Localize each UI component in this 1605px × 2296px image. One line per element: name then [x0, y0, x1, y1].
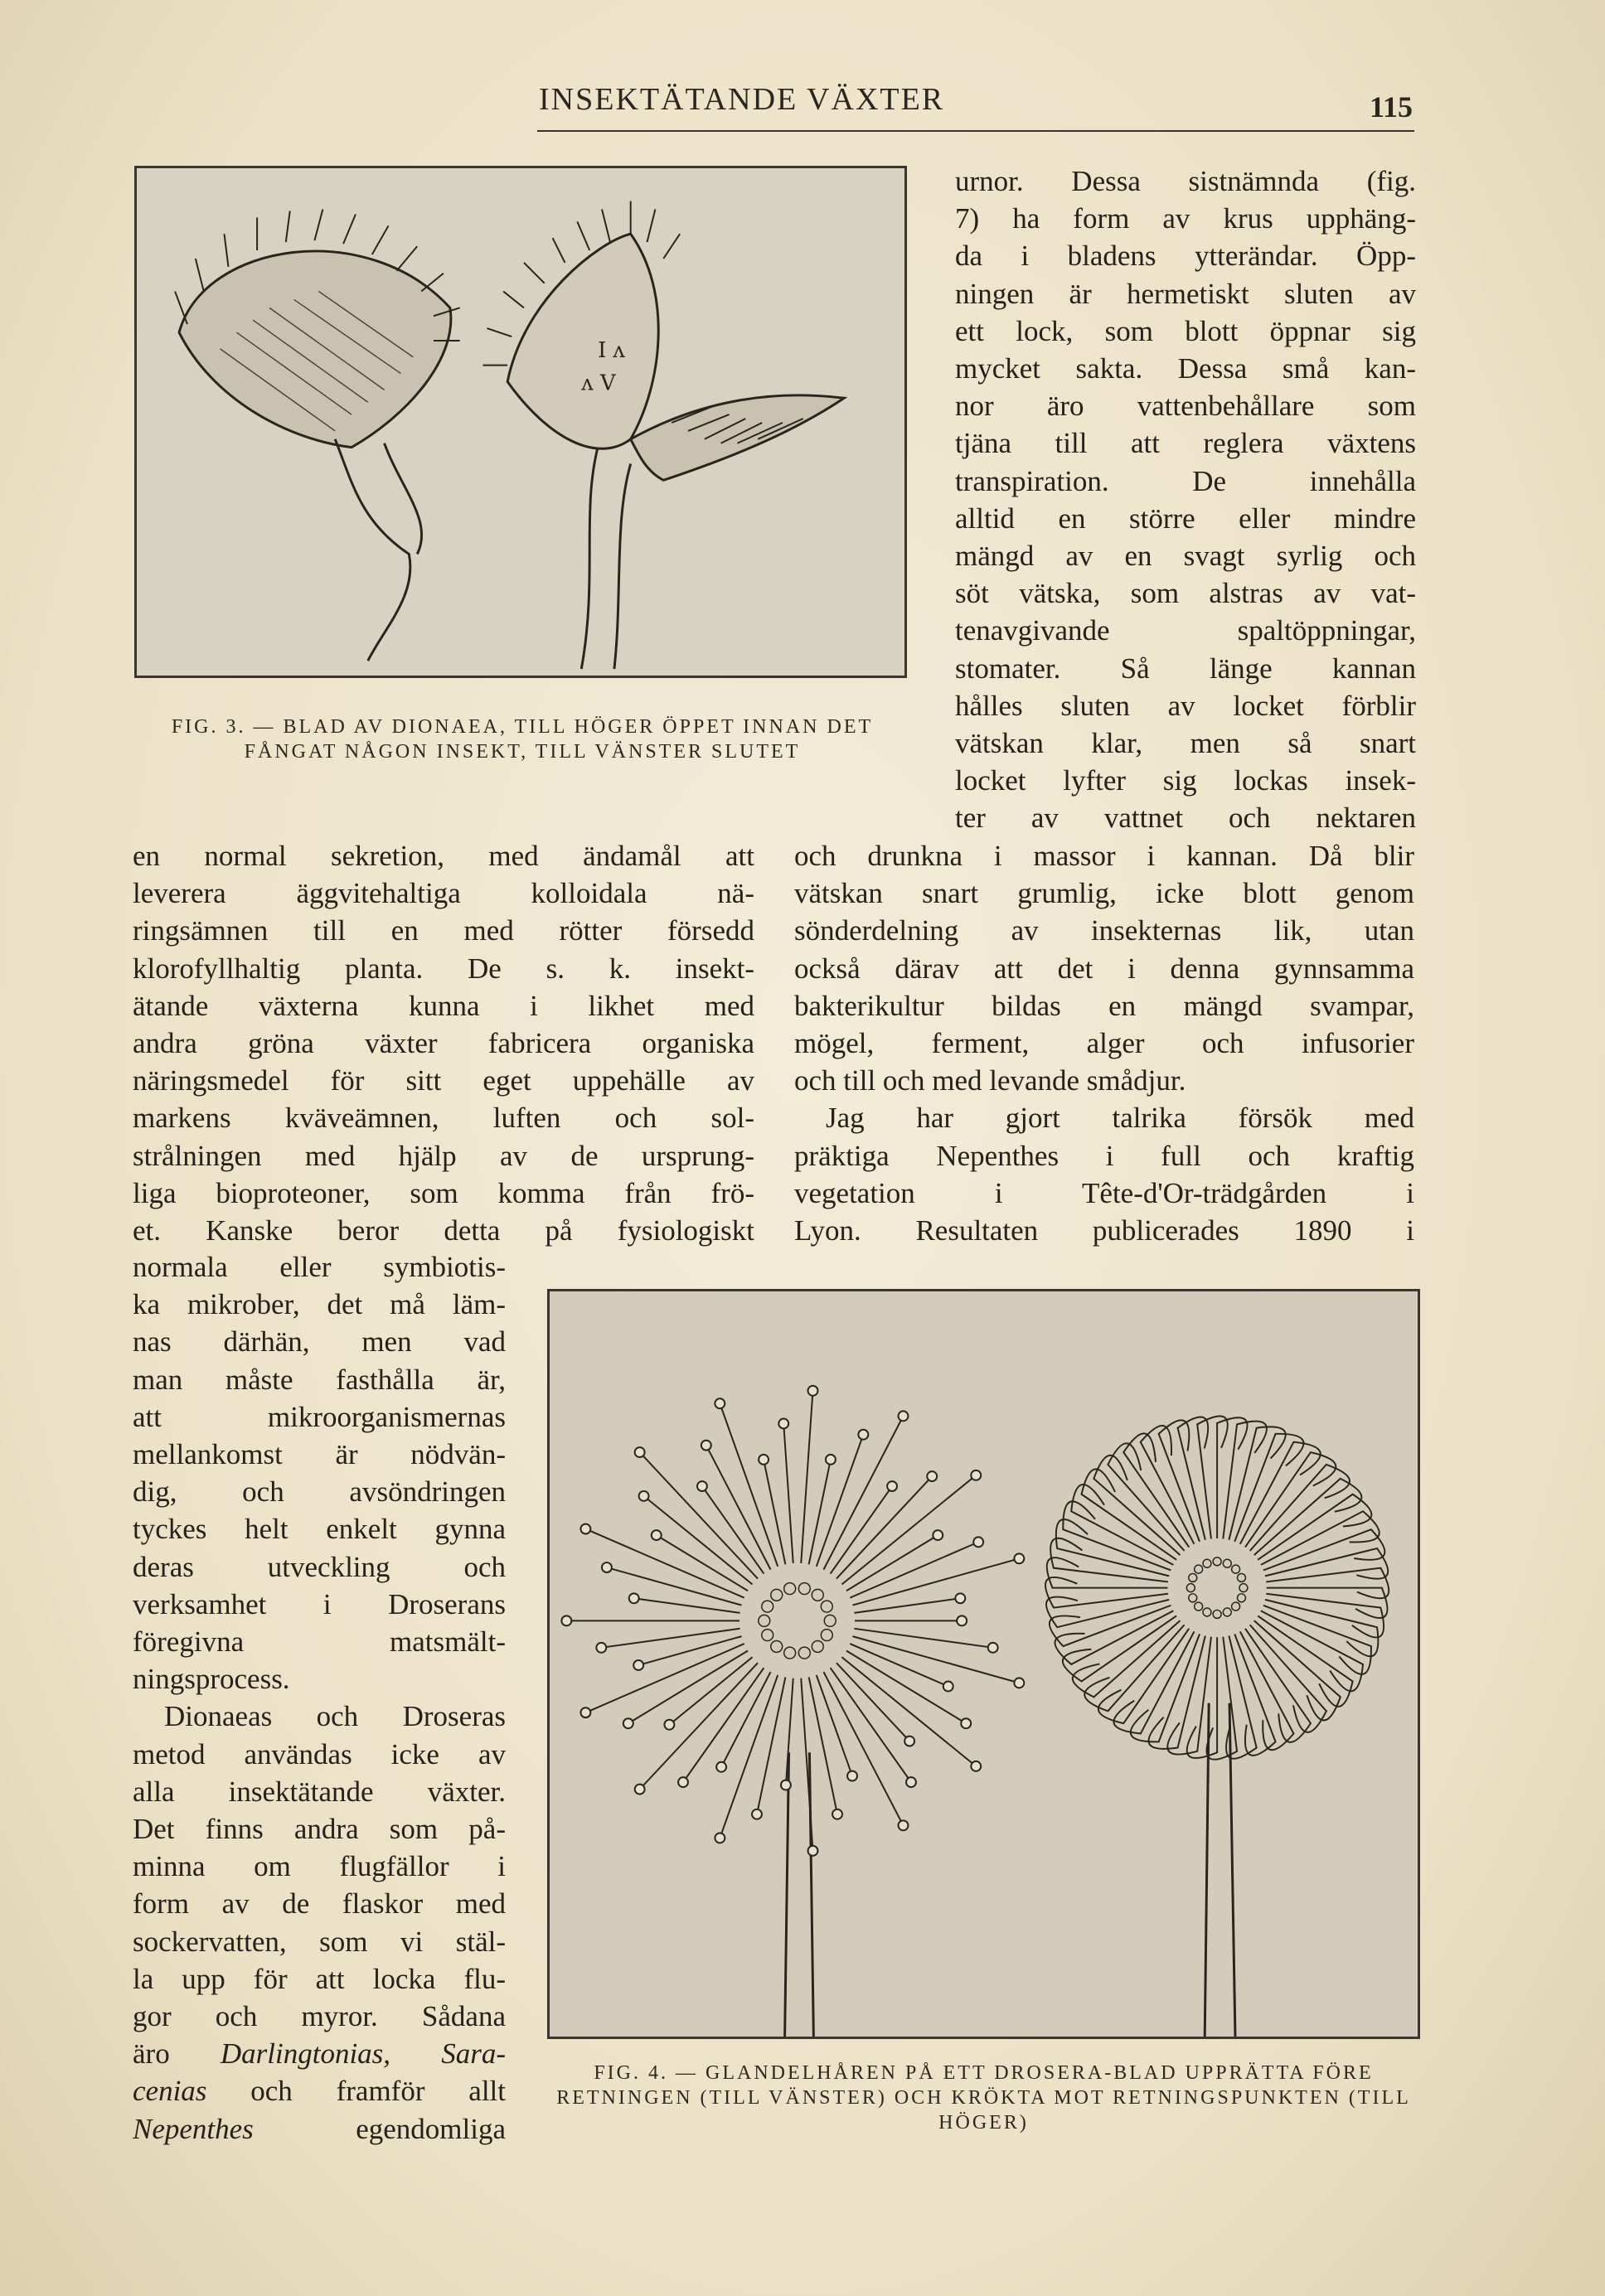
text-line: Lyon. Resultaten publicerades 1890 i — [794, 1214, 1414, 1247]
text-line: dig, och avsöndringen — [133, 1475, 506, 1509]
text-line: alltid en större eller mindre — [955, 501, 1416, 535]
text-line: ter av vattnet och nektaren — [955, 802, 1416, 835]
text-line: verksamhet i Droserans — [133, 1587, 506, 1620]
text-line: mellankomst är nödvän- — [133, 1438, 506, 1471]
text-line: ningsprocess. — [133, 1663, 290, 1696]
text-line: mängd av en svagt syrlig och — [955, 540, 1416, 573]
text-line: gor och myror. Sådana — [133, 2000, 506, 2033]
text-line: nas därhän, men vad — [133, 1325, 506, 1359]
text-line: transpiration. De innehålla — [955, 464, 1416, 497]
text-line: näringsmedel för sitt eget uppehälle av — [133, 1064, 754, 1097]
text-line: präktiga Nepenthes i full och kraftig — [794, 1139, 1414, 1172]
running-header: INSEKTÄTANDE VÄXTER — [539, 82, 945, 117]
text-fragment: och framför allt — [250, 2075, 507, 2108]
text-line: alla insektätande växter. — [133, 1775, 506, 1808]
italic-term: Nepenthes — [133, 2112, 254, 2145]
drosera-leaf-illustration — [550, 1291, 1418, 2037]
text-line: ningen är hermetiskt sluten av — [955, 277, 1416, 310]
text-line: klorofyllhaltig planta. De s. k. insekt- — [133, 952, 754, 985]
text-line: sönderdelning av insekternas lik, utan — [794, 914, 1414, 947]
text-line: tyckes helt enkelt gynna — [133, 1513, 506, 1546]
page-number: 115 — [1370, 90, 1413, 124]
figure-3-venus-flytrap — [134, 166, 907, 678]
text-line: la upp för att locka flu- — [133, 1962, 506, 1995]
text-line: tjäna till att reglera växtens — [955, 427, 1416, 460]
text-line: 7) ha form av krus upphäng- — [955, 202, 1416, 235]
text-line: ringsämnen till en med rötter försedd — [133, 914, 754, 947]
text-line: också därav att det i denna gynnsamma — [794, 952, 1414, 985]
venus-flytrap-illustration — [137, 168, 904, 676]
text-line: vätskan klar, men så snart — [955, 727, 1416, 760]
text-line: och till och med levande smådjur. — [794, 1064, 1186, 1097]
text-line: föregivna matsmält- — [133, 1625, 506, 1659]
text-line: hålles sluten av locket förblir — [955, 689, 1416, 722]
text-line: tenavgivande spaltöppningar, — [955, 614, 1416, 647]
figure-3-caption: FIG. 3. — BLAD AV DIONAEA, TILL HÖGER ÖPPET INNAN DET FÅNGAT NÅGON INSEKT, TILL VÄNSTER SLUTET — [171, 716, 874, 763]
text-line: ett lock, som blott öppnar sig — [955, 314, 1416, 347]
text-line: mögel, ferment, alger och infusorier — [794, 1027, 1414, 1060]
text-line: ätande växterna kunna i likhet med — [133, 989, 754, 1022]
text-line: markens kväveämnen, luften och sol- — [133, 1102, 754, 1135]
text-line: Dionaeas och Droseras — [164, 1700, 506, 1733]
text-line: ka mikrober, det må läm- — [133, 1288, 506, 1321]
text-line: urnor. Dessa sistnämnda (fig. — [955, 165, 1416, 197]
text-line: man måste fasthålla är, — [133, 1363, 506, 1396]
text-line: form av de flaskor med — [133, 1887, 506, 1921]
svg-text:ʌ V: ʌ V — [581, 371, 616, 396]
italic-term: cenias — [133, 2075, 207, 2108]
text-line: metod användas icke av — [133, 1737, 506, 1770]
header-rule — [537, 130, 1414, 132]
text-line: locket lyfter sig lockas insek- — [955, 764, 1416, 797]
text-line: vegetation i Tête-d'Or-trädgården i — [794, 1176, 1414, 1209]
right-column-text — [955, 162, 1416, 837]
italic-term: Darlingtonias, Sara- — [220, 2037, 506, 2071]
text-line: och drunkna i massor i kannan. Då blir — [794, 840, 1414, 872]
text-fragment: äro — [133, 2037, 170, 2071]
text-line: strålningen med hjälp av de ursprung- — [133, 1139, 754, 1172]
text-line: bakterikultur bildas en mängd svampar, — [794, 989, 1414, 1022]
text-line: mycket sakta. Dessa små kan- — [955, 352, 1416, 385]
text-line: deras utveckling och — [133, 1550, 506, 1583]
text-line: en normal sekretion, med ändamål att — [133, 840, 754, 872]
figure-4-caption: FIG. 4. — GLANDELHÅREN PÅ ETT DROSERA-BLAD UPPRÄTTA FÖRE RETNINGEN (TILL VÄNSTER) OCH KRÖKTA MOT RETNINGSPUNKTEN (TILL HÖGER) — [556, 2062, 1411, 2134]
text-line: att mikroorganismernas — [133, 1400, 506, 1433]
text-fragment: egendomliga — [356, 2112, 506, 2145]
text-line: Jag har gjort talrika försök med — [826, 1102, 1414, 1135]
middle-left-text — [133, 837, 754, 1249]
text-line: stomater. Så länge kannan — [955, 652, 1416, 685]
text-line: minna om flugfällor i — [133, 1850, 506, 1883]
text-line: da i bladens ytterändar. Öpp- — [955, 240, 1416, 273]
text-line: sockervatten, som vi stäl- — [133, 1925, 506, 1958]
svg-text:I ʌ: I ʌ — [598, 337, 625, 363]
text-line: et. Kanske beror detta på fysiologiskt — [133, 1214, 754, 1247]
left-column-text — [133, 1248, 506, 2148]
figure-4-drosera — [547, 1289, 1420, 2039]
text-line: normala eller symbiotis- — [133, 1251, 506, 1283]
middle-right-text — [794, 837, 1414, 1249]
text-line: Det finns andra som på- — [133, 1813, 506, 1846]
text-line-mixed — [133, 2072, 506, 2110]
text-line: vätskan snart grumlig, icke blott genom — [794, 877, 1414, 910]
text-line-mixed — [133, 2110, 506, 2148]
text-line: söt vätska, som alstras av vat- — [955, 577, 1416, 610]
text-line: leverera äggvitehaltiga kolloidala nä- — [133, 877, 754, 910]
text-line: liga bioproteoner, som komma från frö- — [133, 1176, 754, 1209]
text-line: andra gröna växter fabricera organiska — [133, 1027, 754, 1060]
text-line-mixed — [133, 2035, 506, 2072]
text-line: nor äro vattenbehållare som — [955, 390, 1416, 423]
